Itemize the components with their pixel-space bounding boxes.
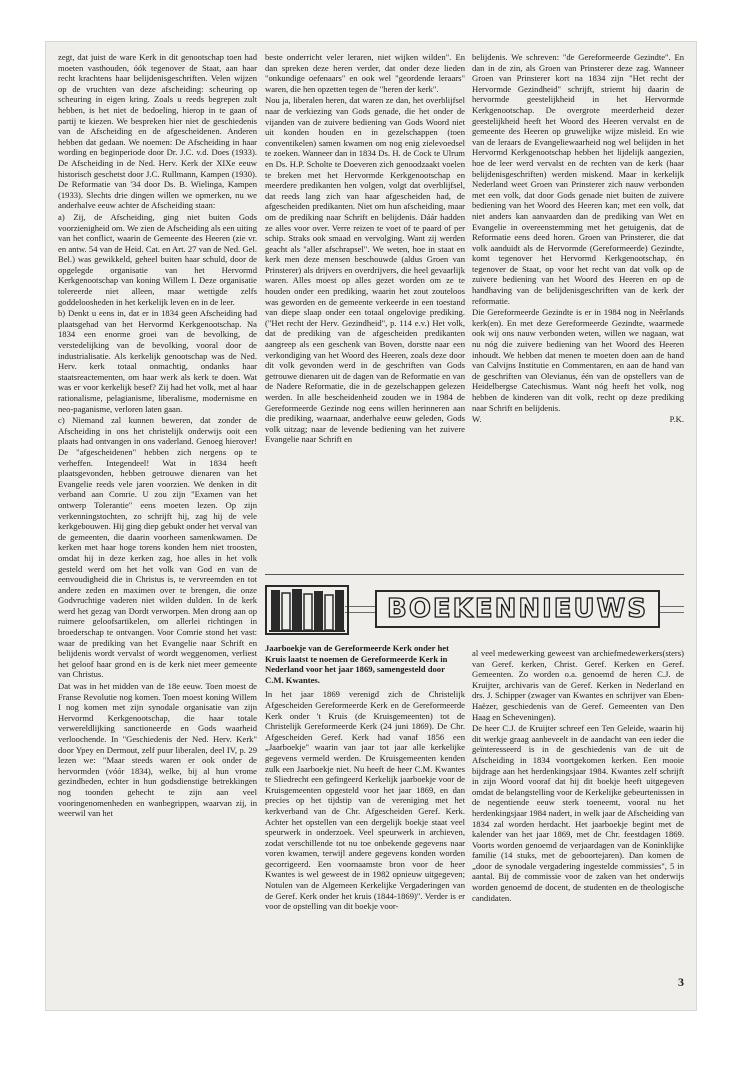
section-divider [265, 574, 684, 575]
paragraph: De heer C.J. de Kruijter schreef een Ten Geleide, waarin hij dit werkje graag aanbeveelt in de aandacht van een ieder die geïnteresseerd is in de geschiedenis van de uit de Afscheiding in 1834 voortgekomen kerken. Een mooie bijdrage aan het herdenkingsjaar 1984. Kwantes zelf schrijft in zijn Woord vooraf dat hij dit boekje heeft uitgegeven omdat de belangstelling voor de Kerkelijke gebeurtenissen in de negentiende eeuw sterk toeneemt, vooral nu het herdenkingsjaar 1984 nadert, in welk jaar de Afscheiding van 1834 zal worden herdacht. Het jaarboekje begint met de kalender van het jaar 1869, met de Chr. feestdagen 1869. Voorts worden genoemd de verjaardagen van de Koninklijke familie (14 stuks, met de geboortejaren). Dan komen de „door de synodale vergadering ingestelde commissies", 5 in aantal. Bij de commissie voor de zaken van het onderwijs worden genoemd de docent, de studenten en de theologische candidaten. [472, 723, 684, 903]
section-banner [265, 582, 684, 638]
paragraph: beste onderricht veler leraren, niet wijken wilden". En dan spreken deze heren verder, dat onder deze lieden "onkundige oefenaars" en ook wel "geordende leraars" waren, die hen opzetten tegen de "heren der kerk". [265, 52, 465, 94]
review-column-2 [472, 648, 684, 978]
paragraph: Nou ja, liberalen heren, dat waren ze dan, het overblijfsel naar de verkiezing van Gods genade, die het onder de vijanden van de zuivere bediening van Gods Woord niet uit konden houden en in gezelschappen (toen conventikelen) samen kwamen om nog enig zielevoedsel te zoeken. Wanneer dan in 1834 Ds. H. de Cock te Ulrum en Ds. H.P. Scholte te Doeveren zich genoodzaakt voelen te breken met het Hervormde Kerkgenootschap en meerdere predikanten hen volgen, volgt dat overblijfsel, dat reeds lang zich van haar afgescheiden had, de afgescheiden predikanten. Niet om hun afscheiding, maar om de prediking naar Schrift en belijdenis. Dáár hadden ze alles voor over. Verre reizen te voet of te paard of per schip. Straks ook smaad en vervolging. Want zij werden geacht als "aller afschrapsel". We weten, hoe in staat en kerk men deze mensen beschouwde (aldus Groen van Prinsterer) als drijvers en overdrijvers, die heel gevaarlijk waren. Alles moest op alles gezet worden om ze te houden onder een prediking, waarin het zout zouteloos was geworden en de gemeente verkeerde in een toestand van diepe slaap onder een totaal ongelovige prediking. ("Het recht der Herv. Gezindheid", p. 114 e.v.) Het volk, dat de prediking van de afgescheiden predikanten aangreep als een geschenk van Boven, dorstte naar een verkondiging van het Woord des Heeren, zoals deze door dit volk gevonden werd in de geschriften van Gods getrouwe dienaren uit de dagen van de Reformatie en van de Nadere Reformatie, die in de gezelschappen gelezen werden. In alle bescheidenheid zouden we in 1984 de Gereformeerde Gezinde nog eens willen herinneren aan die prediking, waarnaar, anderhalve eeuw geleden, Gods volk uitzag; naar de levende bediening van het zuivere Evangelie naar Schrift en [265, 95, 465, 445]
paragraph: al veel medewerking geweest van archiefmedewerkers(sters) van Geref. kerken, Christ. Geref. Kerken en Geref. Gemeenten. Zo worden o.a. genoemd de heren C.J. de Kruijter, archivaris van de Geref. Kerken in Nederland en drs. J. Schipper (zwager van Kwantes en schrijver van Eben-Haëzer, geschiedenis van de Geref. Gemeenten van Den Haag en Scheveningen). [472, 648, 684, 722]
article-column-1 [58, 52, 257, 1000]
author-signoff [472, 414, 684, 425]
review-heading: Jaarboekje van de Gereformeerde Kerk onder het Kruis laatst te noemen de Gereformeerde Kerk in Nederland voor het jaar 1869, samengesteld door C.M. Kwantes. [265, 643, 449, 685]
paragraph: a) Zij, de Afscheiding, ging niet buiten Gods voorzienigheid om. We zien de Afscheiding als een uiting van het conflict, waarin de Gemeente des Heeren (zie vr. en antw. 54 van de Heid. Cat. en Art. 27 van de Ned. Gel. Bel.) was gewikkeld, geheel buiten haar schuld, door de opgelegde organisatie van het Hervormd Kerkgenootschap van koning Willem I. Deze organisatie tolereerde niet alleen, maar wettigde zelfs goddeloosheden in het kerkelijk leven en in de leer. [58, 211, 257, 307]
paragraph: b) Denkt u eens in, dat er in 1834 geen Afscheiding had plaatsgehad van het Hervormd Kerkgenootschap. Na 1834 een enorme groei van de bevolking, de verstedelijking van de bevolking, vooral door de industrialisatie. Als kerkelijk genootschap was de Ned. Herv. kerk totaal onmachtig, ondanks haar staatsreactementen, om haar werk als kerk te doen. Wat was er voor kerkelijk besef? Zij had het volk, met al haar rationalisme, pelagianisme, liberalisme, modernisme en neo-paganisme, verloren laten gaan. [58, 308, 257, 414]
paragraph: belijdenis. We schreven: "de Gereformeerde Gezindte". En dan in de zin, als Groen van Prinsterer deze zag. Wanneer Groen van Prinsterer kort na 1834 zijn "Het recht der Hervormde Gezindheid" schrijft, striemt hij daarin de hervormde geestelijkheid in het Hervormde Kerkgenootschap. De overgrote meerderheid dezer geestelijkheid heeft het Woord des Heeren vervalst en de gemeente des Heeren op gruwelijke wijze misleid. En wie van de leraars de Evangeliewaarheid nog wel belijden in het Hervormd Kerkgenootschap hebben het lijdelijk aangezien, hoe de leer werd vervalst en de rechten van de kerk (haar belijdenisgeschriften) werden miskend. Maar in kerkelijk Nederland weet Groen van Prinsterer zich nauw verbonden met een volk, dat door Gods genade niet buiten de zuivere bediening van het Woord des Heeren kan; met een volk, dat niet anders kan aanvaarden dan de prediking van Wet en Evangelie in overeenstemming met het getuigenis, dat de Reformatie eens deed horen. Groen van Prinsterer, die dat volk aanduidt als de Hervormde (Gereformeerde) Gezindte, komt tegenover het Hervormd Kerkgenootschap, én tegenover de Staat, op voor het recht van dat volk op de zuivere bediening van het Woord des Heeren en op de handhaving van de belijdenisgeschriften van de kerk der reformatie. [472, 52, 684, 306]
magazine-page [46, 42, 696, 1010]
signoff-right: P.K. [669, 414, 684, 425]
paragraph: Dat was in het midden van de 18e eeuw. Toen moest de Franse Revolutie nog komen. Toen moest koning Willem I nog komen met zijn synodale organisatie van zijn Hervormd Kerkgenootschap, die haar totale verwereldlijking sanctioneerde en Gods waarheid verloochende. In "Geschiedenis der Ned. Herv. Kerk" door Ypey en Dermout, zelf puur liberalen, deel IV, p. 29 lezen we: "Maar steeds waren er ook onder de hervormden (vóór 1834), welke, bij al hun vrome gezindheden, echter in hun godsdienstige betrekkingen nog toonden gehecht te zijn aan veel vooringenomenheden en wanbegrippen, waarvan zij, in weerwil van het [58, 681, 257, 819]
paragraph: Die Gereformeerde Gezindte is er in 1984 nog in Neêrlands kerk(en). En met deze Gereformeerde Gezindte, waarmede ook wij ons nauw verbonden weten, willen we nagaan, wat nu nóg die zuivere bediening van het Woord des Heeren inhoudt. We hebben dat menen te moeten doen aan de hand van Calvijns Institutie en Commentaren, en aan de hand van de geschriften van Olevianus, één van de opstellers van de Heidelbergse Catechismus. Want nóg heeft het volk, nog hebben de kinderen van dit volk, recht op deze prediking naar Schrift en belijdenis. [472, 307, 684, 413]
books-icon [265, 584, 349, 636]
article-column-2 [265, 52, 465, 570]
paragraph: c) Niemand zal kunnen beweren, dat zonder de Afscheiding in ons het christelijk onderwijs ooit een plaats had ontvangen in ons vaderland. Genoeg hierover! De "afgescheidenen" hebben zich nergens op te verheffen. Integendeel! Wat in 1834 heeft plaatsgevonden, hebben getrouwe dienaren van het Evangelie reeds vele jaren voorzien. We denken in dit verband aan Comrie. U zou zijn "Examen van het ontwerp Tolerantie" eens moeten lezen. Op zijn verkenningstochten, zo schrijft hij, zag hij de vele kerkgebouwen. Hij ging diep gebukt onder het verval van de gemeenten, die daarin voorheen samenkwamen. De kerken met haar hoge torens konden hem niet troosten, omdat hij in deze kerken zag, hoe alles in het volk gesteld werd om het het volk van God en van de eenvoudigheid die in Christus is, te vervreemden en tot andere zeden en maximen over te brengen, die onze Godvruchtige vaderen niet wilden dulden. In de kerk werd het gezag van Dordt verworpen. Men drong aan op ruimere geloofsartikelen, om allerlei richtingen in broederschap te ontvangen. Voor Comrie stond het vast: waar de prediking van het Evangelie naar Schrift en belijdenis wordt vervalst of wordt weggenomen, verliest het geloof haar grond en is de kerk niet meer gemeente van Christus. [58, 415, 257, 680]
article-column-3 [472, 52, 684, 572]
signoff-left: W. [472, 414, 482, 425]
page-number: 3 [678, 975, 684, 989]
paragraph: In het jaar 1869 verenigd zich de Christelijk Afgescheiden Gereformeerde Kerk en de Gereformeerde Kerk onder 't Kruis (de Kruisgemeenten) tot de Christelijk Gereformeerde Kerk (24 juni 1869). De Chr. Afgescheiden Geref. Kerk had vanaf 1856 een „Jaarboekje" waarin van jaar tot jaar alle kerkelijke gegevens vermeld werden. De Kruisgemeenten kenden zulk een Jaarboekje niet. Nu heeft de heer C.M. Kwantes te Sliedrecht een gefingeerd Kerkelijk jaarboekje voor de Kruisgemeenten opgesteld voor het jaar 1869, en dan precies op het tijdstip van de vereniging met het kerkverband van de Chr. Afgescheiden Geref. Kerk. Achter het opstellen van een dergelijk boekje staat veel speurwerk in onderzoek. Veel speurwerk in archieven, zodat verschillende tot nu toe onbekende gegevens naar voren kwamen, terwijl andere gegevens konden worden gecorrigeerd. Een voornaamste bron voor de heer Kwantes is wel geweest de in 1982 opnieuw uitgegeven; Notulen van de Algemeen Kerkelijke Vergaderingen van de Geref. Kerk onder het kruis (1844-1869)". Verder is er voor de opstelling van dit boekje voor- [265, 689, 465, 912]
review-column-1 [265, 643, 465, 1003]
banner-title: BOEKENNIEUWS [375, 590, 660, 628]
paragraph: zegt, dat juist de ware Kerk in dit genootschap toen had moeten vasthouden, óók tegenover de Staat, aan haar recht krachtens haar belijdenisgeschriften. Velen wijzen op de vruchten van deze afscheiding: scheuring op scheuring in eigen kring. Zoals u reeds begrepen zult hebben, is het niet de bedoeling, hierop in te gaan of partij te kiezen. We bespreken hier niet de geschiedenis van de Afscheiding en de afgescheidenen. Anderen hebben dat gedaan. We noemen: De Afscheiding in haar wording en beginperiode door Dr. J.C. v.d. Does (1933). De Afscheiding in de Ned. Herv. Kerk der XIXe eeuw historisch geschetst door J.C. Rullmann, Kampen (1930). De Reformatie van '34 door Ds. B. Wielinga, Kampen (1933). Slechts drie dingen willen we opmerken, nu we anderhalve eeuw achter de Afscheiding staan: [58, 52, 257, 211]
